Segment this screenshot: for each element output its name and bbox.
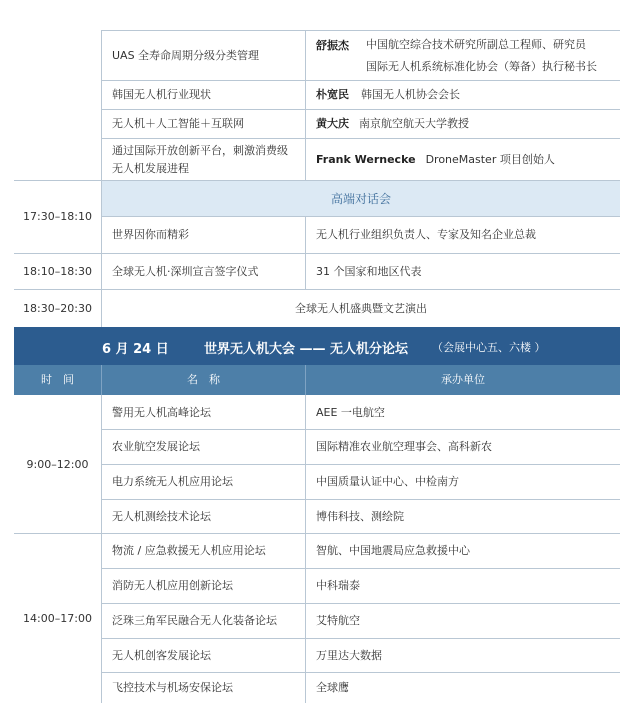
time-text: 14:00–17:00 [23, 611, 92, 625]
forum-name: 无人机测绘技术论坛 [112, 509, 211, 523]
forum-name: 飞控技术与机场安保论坛 [112, 681, 233, 694]
time-cell [14, 181, 101, 253]
organizer-cell [306, 500, 620, 533]
day-venue: （会展中心五、六楼 ） [432, 341, 546, 354]
organizer-name: 中科瑞泰 [316, 579, 360, 592]
forum-name: 农业航空发展论坛 [112, 440, 200, 453]
forum-name: 消防无人机应用创新论坛 [112, 579, 233, 592]
organizer-name: 全球鹰 [316, 681, 349, 694]
forum-name: 无人机创客发展论坛 [112, 648, 211, 662]
topic-cell [102, 81, 305, 109]
forum-name: 警用无人机高峰论坛 [112, 405, 211, 419]
time-cell [14, 396, 101, 533]
speaker-name: 黄大庆 [316, 117, 349, 130]
time-text: 18:10–18:30 [23, 264, 92, 278]
participants-cell [306, 217, 620, 253]
header-time-text: 时 间 [41, 373, 74, 386]
gala-text: 全球无人机盛典暨文艺演出 [295, 301, 427, 315]
topic-text: 无人机发展进程 [112, 162, 189, 175]
organizer-name: 万里达大数据 [316, 648, 382, 662]
forum-name-cell [102, 604, 305, 638]
dialogue-title [102, 181, 620, 216]
topic-text: 无人机＋人工智能＋互联网 [112, 117, 244, 130]
speaker-role: DroneMaster 项目创始人 [425, 152, 555, 166]
time-text: 9:00–12:00 [26, 457, 89, 471]
participants-text: 无人机行业组织负责人、专家及知名企业总裁 [316, 228, 536, 241]
forum-name-cell [102, 430, 305, 464]
speaker-name: Frank Wernecke [316, 152, 416, 166]
topic-cell [102, 31, 305, 80]
time-cell [14, 254, 101, 289]
organizer-cell [306, 604, 620, 638]
forum-name-cell [102, 673, 305, 703]
forum-name-cell [102, 569, 305, 603]
gala-cell [102, 290, 620, 327]
organizer-name: 智航、中国地震局应急救援中心 [316, 544, 470, 557]
role-cell [366, 35, 620, 55]
header-time [14, 365, 101, 395]
table-header [14, 365, 620, 395]
time-text: 17:30–18:10 [23, 210, 92, 223]
topic-text: 韩国无人机行业现状 [112, 88, 211, 101]
header-name-text: 名 称 [187, 373, 220, 386]
organizer-cell [306, 465, 620, 499]
day-title: 世界无人机大会 —— 无人机分论坛 [204, 342, 409, 357]
topic-cell [102, 254, 305, 289]
topic-text: 通过国际开放创新平台，刺激消费级 [112, 144, 288, 157]
organizer-name: 中国质量认证中心、中检南方 [316, 475, 459, 488]
forum-name-cell [102, 396, 305, 429]
time-cell [14, 290, 101, 327]
forum-name: 泛珠三角军民融合无人化装备论坛 [112, 614, 277, 627]
forum-name-cell [102, 500, 305, 533]
dialogue-title-text: 高端对话会 [330, 191, 391, 206]
organizer-name: AEE 一电航空 [316, 405, 385, 419]
topic-text: UAS 全寿命周期分级分类管理 [112, 48, 260, 62]
organizer-cell [306, 396, 620, 429]
speaker-name: 朴宽民 [316, 88, 349, 101]
header-name [102, 365, 305, 395]
topic-cell [102, 139, 305, 180]
topic-cell [102, 217, 305, 253]
speaker-cell [306, 139, 620, 180]
speaker-cell [306, 31, 366, 61]
forum-name: 物流 / 应急救援无人机应用论坛 [112, 544, 266, 557]
header-organizer [306, 365, 620, 395]
participants-cell [306, 254, 620, 289]
speaker-role: 中国航空综合技术研究所副总工程师、研究员 [366, 38, 586, 51]
speaker-name: 舒振杰 [316, 39, 349, 52]
organizer-name: 国际精准农业航空理事会、高科新农 [316, 440, 492, 453]
organizer-cell [306, 534, 620, 568]
forum-name-cell [102, 639, 305, 672]
grid-line [101, 365, 102, 395]
participants-text: 31 个国家和地区代表 [316, 264, 422, 278]
organizer-name: 艾特航空 [316, 614, 360, 627]
organizer-cell [306, 430, 620, 464]
topic-text: 世界因你而精彩 [112, 228, 189, 241]
organizer-cell [306, 569, 620, 603]
forum-name-cell [102, 534, 305, 568]
forum-name-cell [102, 465, 305, 499]
organizer-cell [306, 673, 620, 703]
speaker-role: 国际无人机系统标准化协会（筹备）执行秘书长 [366, 60, 597, 73]
organizer-cell [306, 639, 620, 672]
speaker-role: 南京航空航天大学教授 [359, 117, 469, 130]
day-date: 6 月 24 日 [102, 342, 169, 357]
day-band [14, 327, 620, 365]
topic-text: 全球无人机·深圳宣言签字仪式 [112, 264, 259, 278]
topic-cell [102, 110, 305, 138]
speaker-role: 韩国无人机协会会长 [361, 88, 460, 101]
role-cell [366, 57, 620, 77]
speaker-cell [306, 81, 620, 109]
header-organizer-text: 承办单位 [441, 373, 485, 386]
forum-name: 电力系统无人机应用论坛 [112, 475, 233, 488]
grid-line [305, 365, 306, 395]
time-text: 18:30–20:30 [23, 301, 92, 315]
organizer-name: 博伟科技、测绘院 [316, 509, 404, 523]
speaker-cell [306, 110, 620, 138]
time-cell [14, 534, 101, 703]
